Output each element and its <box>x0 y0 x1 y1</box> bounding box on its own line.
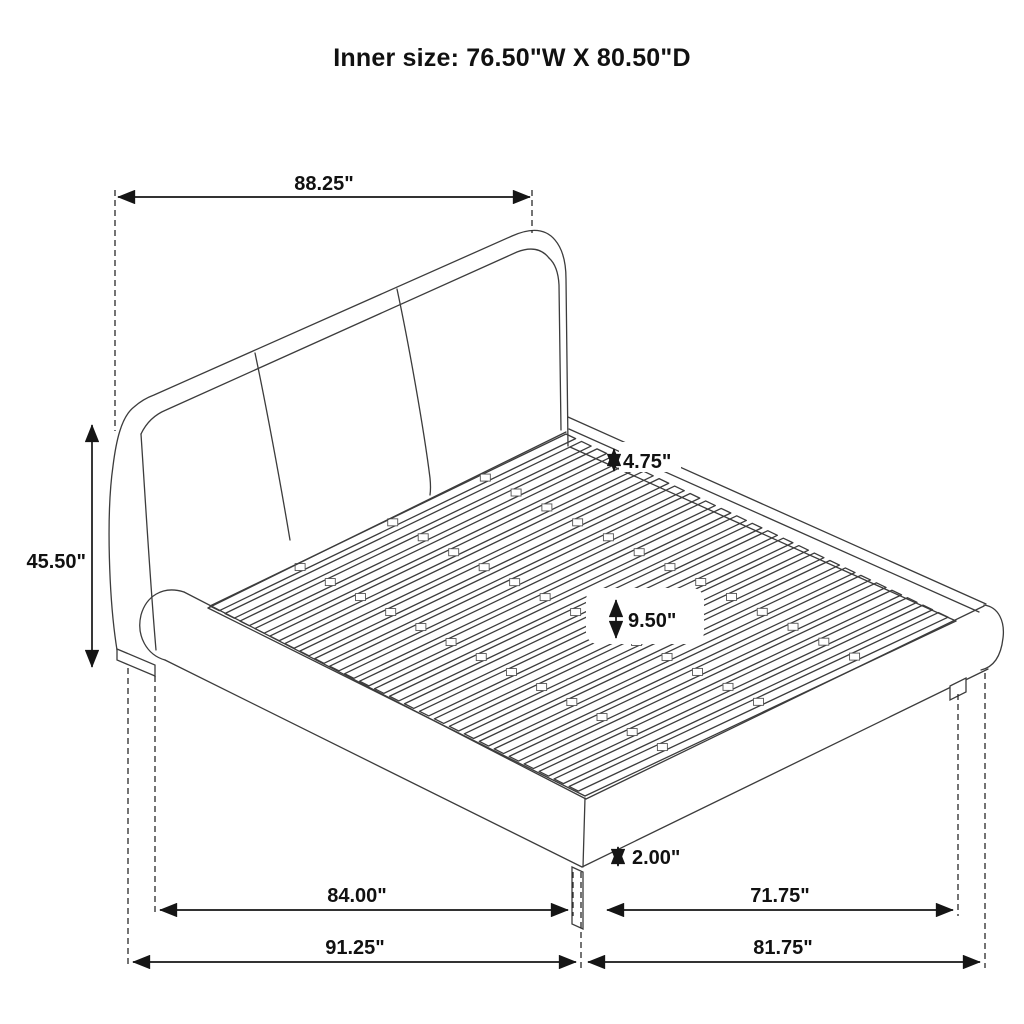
slat-clip <box>476 654 486 661</box>
headboard-right-front-edge <box>549 258 561 430</box>
headboard-seam-2 <box>397 289 431 495</box>
left-rail-end-cap <box>140 590 184 660</box>
slat-clip <box>537 684 547 691</box>
slat-clip <box>388 519 398 526</box>
front-corner-edge <box>583 798 585 867</box>
headboard-foot <box>117 649 155 676</box>
slat-clip <box>662 653 672 660</box>
slat-clip <box>446 639 456 646</box>
slat-clip <box>627 729 637 736</box>
slat-clip <box>418 534 428 541</box>
slat-clip <box>696 579 706 586</box>
label-headboard-height: 45.50" <box>26 551 86 573</box>
slat-clip <box>726 593 736 600</box>
label-top-width: 88.25" <box>294 173 354 195</box>
bed-slat <box>464 560 839 738</box>
slat-clip <box>449 549 459 556</box>
headboard-front-left-edge <box>141 434 156 650</box>
slat-clip <box>597 714 607 721</box>
right-rail-end-cap <box>981 605 1003 670</box>
slat-clip <box>571 609 581 616</box>
slat-clip <box>540 594 550 601</box>
slat-clip <box>850 653 860 660</box>
page-title: Inner size: 76.50"W X 80.50"D <box>333 44 691 72</box>
slat-clip <box>753 698 763 705</box>
bed-slat <box>255 456 622 633</box>
label-slat-span: 84.00" <box>327 885 387 907</box>
slat-clip <box>819 638 829 645</box>
label-slat-recess: 4.75" <box>623 451 672 473</box>
slat-clip <box>542 504 552 511</box>
slat-clip <box>510 579 520 586</box>
bed-slat <box>524 590 901 768</box>
slat-clip <box>757 608 767 615</box>
bed-rails <box>140 417 1004 929</box>
slat-clip <box>788 623 798 630</box>
slat-clip <box>634 549 644 556</box>
slat-edge-front-left <box>208 608 585 796</box>
slat-clip <box>511 489 521 496</box>
label-overall-length: 91.25" <box>325 937 385 959</box>
slat-clip <box>416 624 426 631</box>
left-rail-top-outer <box>184 592 586 799</box>
headboard-top-front-edge <box>141 249 549 434</box>
slat-clip <box>693 668 703 675</box>
slat-clip <box>355 594 365 601</box>
bed-drawing <box>109 230 1003 929</box>
slat-clip <box>573 519 583 526</box>
label-foot-span: 71.75" <box>750 885 810 907</box>
label-leg-height: 2.00" <box>632 847 681 869</box>
label-overall-width: 81.75" <box>753 937 813 959</box>
slat-clip <box>506 669 516 676</box>
slat-clip <box>603 534 613 541</box>
slat-clip <box>480 474 490 481</box>
headboard-seam-1 <box>255 353 290 540</box>
slat-clip <box>567 699 577 706</box>
label-rail-height: 9.50" <box>628 610 677 632</box>
slat-clip <box>665 564 675 571</box>
slat-clip <box>386 609 396 616</box>
slat-clip <box>657 744 667 751</box>
slat-clip <box>325 579 335 586</box>
slat-clip <box>479 564 489 571</box>
slat-clip <box>723 683 733 690</box>
headboard-outline <box>109 230 568 650</box>
